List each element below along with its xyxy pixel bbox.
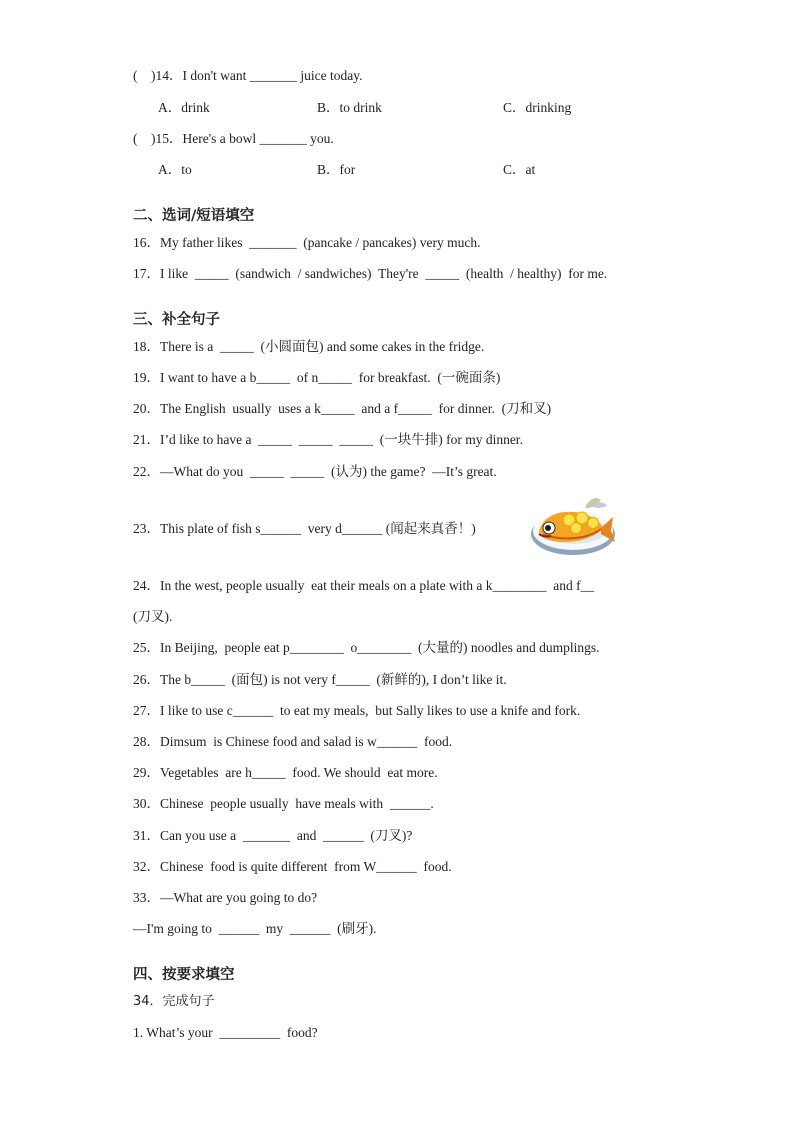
question-18: 18．There is a _____ (小圆面包) and some cakes in the fridge. (133, 339, 485, 354)
question-17: 17．I like _____ (sandwich / sandwiches) They're _____ (health / healthy) for me. (133, 266, 608, 281)
question-23: 23．This plate of fish s______ very d______ (闻起来真香！) (133, 521, 476, 536)
question-34: 34．完成句子 (133, 994, 215, 1009)
question-33-answer: —I'm going to ______ my ______ (刷牙). (133, 921, 377, 936)
q15-option-b: B．for (317, 162, 356, 177)
question-26: 26．The b_____ (面包) is not very f_____ (新鲜的), I don’t like it. (133, 672, 507, 687)
question-20: 20．The English usually uses a k_____ and a f_____ for dinner. (刀和叉) (133, 401, 552, 416)
question-33: 33．—What are you going to do? (133, 890, 318, 905)
fish-plate-icon (527, 490, 617, 558)
question-19: 19．I want to have a b_____ of n_____ for breakfast. (一碗面条) (133, 370, 501, 385)
question-34-item-1: 1. What’s your _________ food? (133, 1025, 318, 1040)
question-32: 32．Chinese food is quite different from W______ food. (133, 859, 452, 874)
q14-option-a: A．drink (158, 100, 210, 115)
question-14: ( )14．I don't want _______ juice today. (133, 68, 363, 83)
q15-option-a: A．to (158, 162, 192, 177)
question-25: 25．In Beijing, people eat p________ o________ (大量的) noodles and dumplings. (133, 640, 600, 655)
q15-option-c: C．at (503, 162, 536, 177)
question-31: 31．Can you use a _______ and ______ (刀叉)? (133, 828, 413, 843)
question-24-line-2: (刀叉). (133, 609, 173, 624)
question-24-line-1: 24．In the west, people usually eat their meals on a plate with a k________ and f__ (133, 578, 595, 593)
question-21: 21．I’d like to have a _____ _____ _____ (一块牛排) for my dinner. (133, 432, 523, 447)
section-4-heading: 四、按要求填空 (133, 967, 235, 983)
question-16: 16．My father likes _______ (pancake / pancakes) very much. (133, 235, 481, 250)
question-15: ( )15．Here's a bowl _______ you. (133, 131, 334, 146)
q14-option-c: C．drinking (503, 100, 572, 115)
question-30: 30．Chinese people usually have meals with ______. (133, 796, 434, 811)
section-2-heading: 二、选词/短语填空 (133, 208, 255, 224)
q14-option-b: B．to drink (317, 100, 382, 115)
question-29: 29．Vegetables are h_____ food. We should eat more. (133, 765, 438, 780)
question-27: 27．I like to use c______ to eat my meals, but Sally likes to use a knife and fork. (133, 703, 581, 718)
question-22: 22．—What do you _____ _____ (认为) the game? —It’s great. (133, 464, 497, 479)
question-28: 28．Dimsum is Chinese food and salad is w______ food. (133, 734, 453, 749)
section-3-heading: 三、补全句子 (133, 312, 220, 328)
